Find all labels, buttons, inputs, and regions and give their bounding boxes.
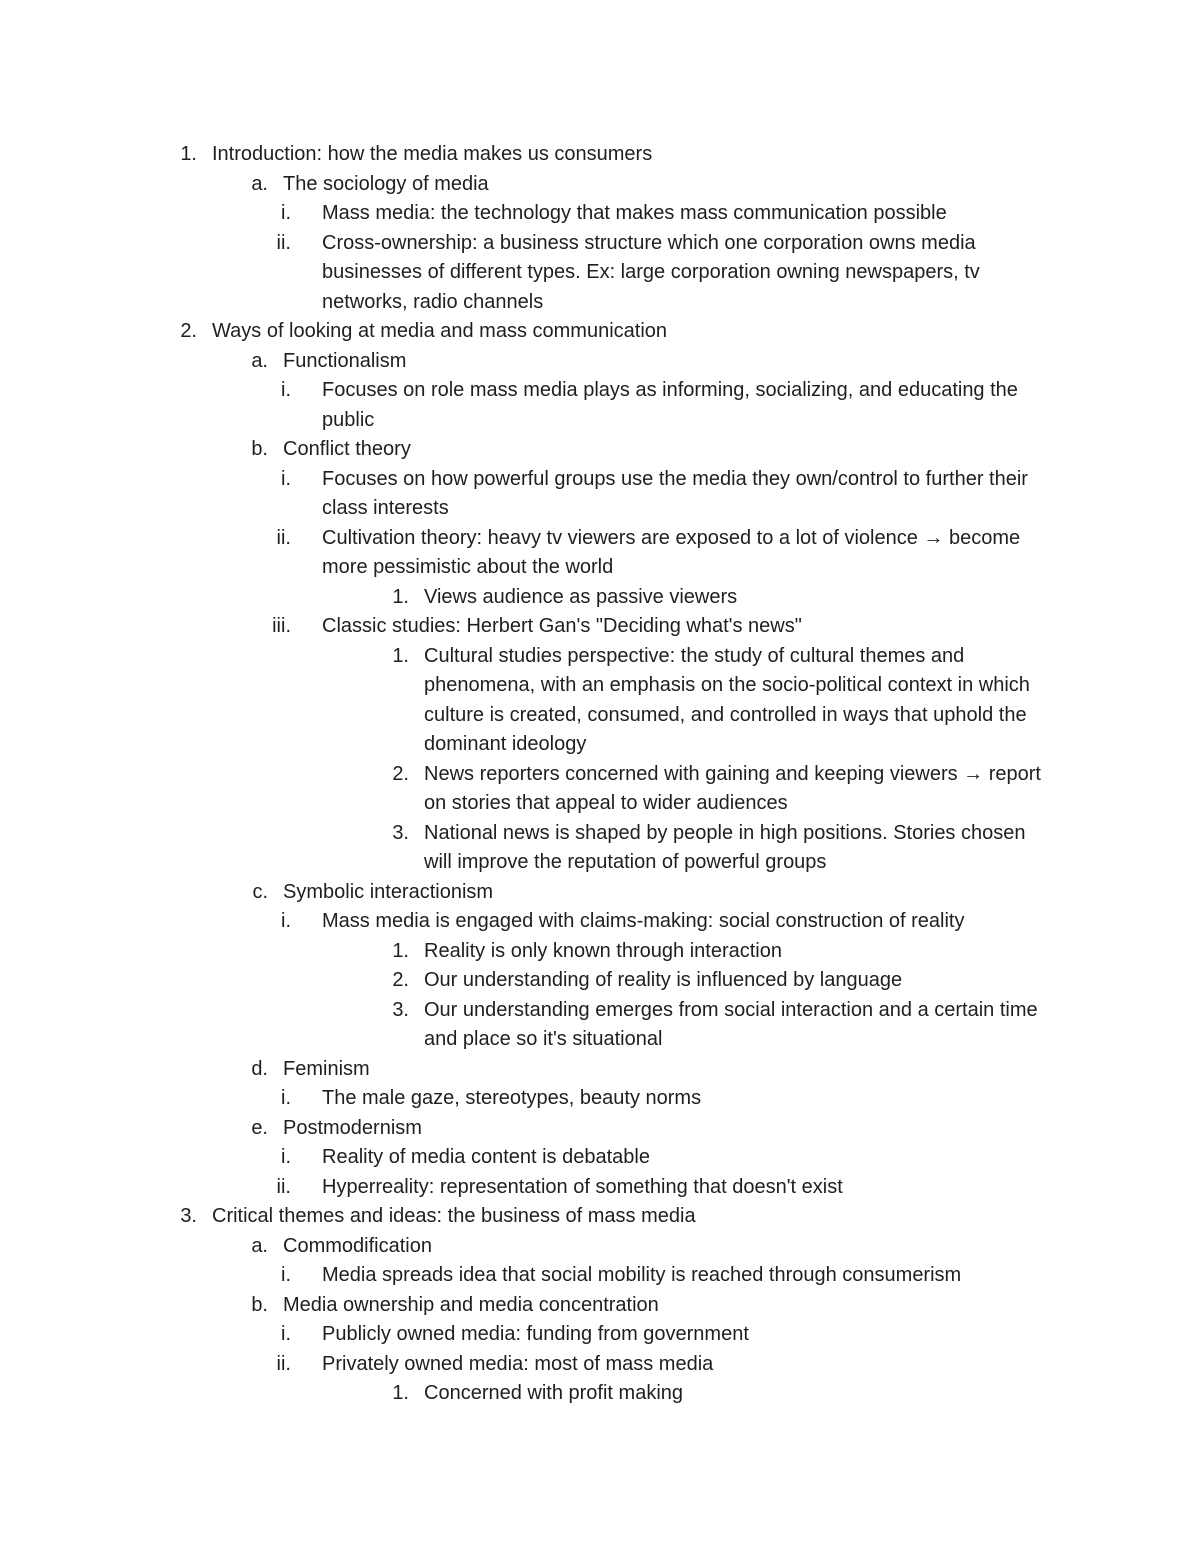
list-item-text: Reality of media content is debatable <box>322 1146 650 1168</box>
outline-subsection-item <box>0 1055 1200 1085</box>
list-item-text: Ways of looking at media and mass communication <box>212 320 668 342</box>
list-marker: i. <box>281 1146 291 1168</box>
list-item-text: Our understanding of reality is influenced by language <box>424 969 903 991</box>
list-item-text: Critical themes and ideas: the business of mass media <box>212 1205 696 1227</box>
outline-subsection-item <box>0 1291 1200 1321</box>
list-item-text: Introduction: how the media makes us consumers <box>212 143 653 165</box>
list-marker: ii. <box>276 231 291 254</box>
outline-subsection-item <box>0 1114 1200 1144</box>
list-marker: 2. <box>392 969 409 991</box>
outline-section-item <box>0 1202 1200 1232</box>
outline-subpoint-item <box>0 996 1200 1055</box>
outline-point-item <box>0 1143 1200 1173</box>
outline-point-item <box>0 612 1200 642</box>
list-marker: i. <box>281 1087 291 1109</box>
list-marker: d. <box>251 1057 268 1080</box>
notes-outline <box>0 140 1200 1409</box>
outline-section-item <box>0 140 1200 170</box>
list-marker: 2. <box>392 762 409 785</box>
outline-subsection-item <box>0 878 1200 908</box>
list-item-text: Mass media: the technology that makes mass communication possible <box>322 202 947 224</box>
outline-subsection-item <box>0 170 1200 200</box>
outline-subsection-item <box>0 1232 1200 1262</box>
list-marker: a. <box>251 172 268 195</box>
list-marker: 2. <box>180 320 197 342</box>
list-marker: ii. <box>276 1352 291 1375</box>
list-item-text: Mass media is engaged with claims-making: social construction of reality <box>322 910 965 932</box>
list-item-text: Functionalism <box>283 349 407 372</box>
outline-point-item <box>0 1261 1200 1291</box>
list-item-text: Cross-ownership: a business structure which one corporation owns media businesses of different types. Ex: large corporation owning newspapers, tv networks, radio channels <box>322 231 980 313</box>
outline-point-item <box>0 1320 1200 1350</box>
list-item-text: Our understanding emerges from social interaction and a certain time and place so it's situational <box>424 998 1038 1050</box>
outline-subpoint-item <box>0 966 1200 996</box>
list-marker: 1. <box>392 644 409 667</box>
list-marker: i. <box>281 1323 291 1345</box>
outline-subpoint-item <box>0 819 1200 878</box>
list-marker: a. <box>251 1234 268 1257</box>
outline-subpoint-item <box>0 760 1200 819</box>
list-item-text: Publicly owned media: funding from government <box>322 1323 749 1345</box>
outline-point-item <box>0 229 1200 318</box>
list-marker: 1. <box>392 939 409 962</box>
list-marker: 1. <box>392 1382 409 1404</box>
list-marker: i. <box>281 202 291 224</box>
list-item-text: Feminism <box>283 1057 370 1080</box>
outline-subpoint-item <box>0 583 1200 613</box>
list-item-text: Commodification <box>283 1234 432 1257</box>
list-item-text: National news is shaped by people in high positions. Stories chosen will improve the reputation of powerful groups <box>424 821 1026 873</box>
list-marker: 1. <box>392 585 409 608</box>
list-item-text: Hyperreality: representation of something that doesn't exist <box>322 1175 843 1198</box>
outline-point-item <box>0 907 1200 937</box>
list-item-text: Privately owned media: most of mass media <box>322 1352 714 1375</box>
list-item-text: Cultivation theory: heavy tv viewers are exposed to a lot of violence → become more pessimistic about the world <box>322 526 1021 578</box>
list-item-text: Classic studies: Herbert Gan's "Deciding what's news" <box>322 615 802 637</box>
list-item-text: News reporters concerned with gaining and keeping viewers → report on stories that appeal to wider audiences <box>424 762 1041 814</box>
list-marker: i. <box>281 910 291 932</box>
outline-subsection-item <box>0 347 1200 377</box>
list-item-text: Views audience as passive viewers <box>424 585 738 608</box>
list-item-text: Postmodernism <box>283 1116 422 1139</box>
outline-subsection-item <box>0 435 1200 465</box>
list-marker: b. <box>251 438 268 460</box>
list-marker: ii. <box>276 1175 291 1198</box>
outline-point-item <box>0 1173 1200 1203</box>
list-item-text: Cultural studies perspective: the study of cultural themes and phenomena, with an emphasis on the socio-political context in which culture is created, consumed, and controlled in ways that uphold the dominant ideology <box>424 644 1030 755</box>
list-item-text: The sociology of media <box>283 172 489 195</box>
list-marker: ii. <box>276 526 291 549</box>
outline-point-item <box>0 1350 1200 1380</box>
list-marker: i. <box>281 467 291 490</box>
outline-subpoint-item <box>0 642 1200 760</box>
list-marker: 1. <box>180 143 197 165</box>
list-item-text: Media spreads idea that social mobility is reached through consumerism <box>322 1264 962 1286</box>
list-marker: e. <box>251 1116 268 1139</box>
list-item-text: Concerned with profit making <box>424 1382 684 1404</box>
outline-point-item <box>0 465 1200 524</box>
list-item-text: Focuses on role mass media plays as informing, socializing, and educating the public <box>322 379 1018 431</box>
outline-point-item <box>0 524 1200 583</box>
list-marker: 3. <box>392 821 409 844</box>
list-marker: i. <box>281 379 291 401</box>
list-item-text: The male gaze, stereotypes, beauty norms <box>322 1087 702 1109</box>
list-marker: 3. <box>392 998 409 1021</box>
list-marker: c. <box>252 880 268 903</box>
list-item-text: Symbolic interactionism <box>283 880 494 903</box>
list-marker: iii. <box>272 615 291 637</box>
outline-point-item <box>0 199 1200 229</box>
list-marker: b. <box>251 1293 268 1316</box>
outline-subpoint-item <box>0 1379 1200 1409</box>
outline-subpoint-item <box>0 937 1200 967</box>
list-marker: 3. <box>180 1205 197 1227</box>
outline-section-item <box>0 317 1200 347</box>
list-item-text: Focuses on how powerful groups use the media they own/control to further their class interests <box>322 467 1028 519</box>
outline-point-item <box>0 376 1200 435</box>
list-item-text: Reality is only known through interaction <box>424 939 782 962</box>
outline-point-item <box>0 1084 1200 1114</box>
list-item-text: Media ownership and media concentration <box>283 1293 659 1316</box>
list-marker: i. <box>281 1264 291 1286</box>
list-item-text: Conflict theory <box>283 438 411 460</box>
list-marker: a. <box>251 349 268 372</box>
